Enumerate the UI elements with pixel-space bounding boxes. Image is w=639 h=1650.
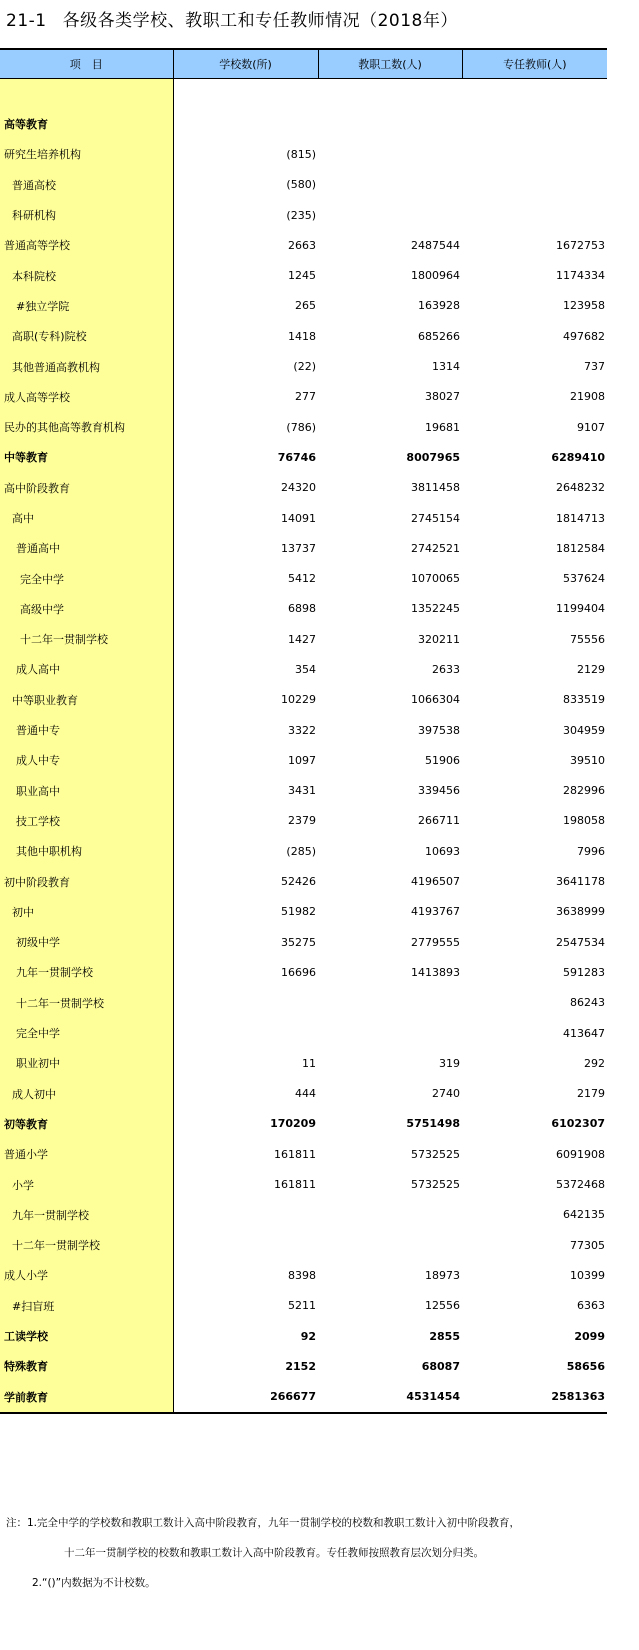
table-row xyxy=(0,1230,607,1260)
table-row xyxy=(0,1381,607,1412)
teachers-cell: 537624 xyxy=(563,572,605,586)
schools-cell: 1245 xyxy=(288,269,316,283)
spacer-cell xyxy=(318,79,462,110)
table-row xyxy=(0,654,607,684)
staff-cell: 3811458 xyxy=(411,481,460,495)
teachers-cell: 6363 xyxy=(577,1299,605,1313)
teachers-cell: 5372468 xyxy=(556,1178,605,1192)
table-row xyxy=(0,563,607,593)
footnotes xyxy=(6,1508,631,1598)
schools-cell: 51982 xyxy=(281,905,316,919)
schools-cell: 3322 xyxy=(288,723,316,737)
row-label: 普通高中 xyxy=(0,533,173,563)
row-label: 初中 xyxy=(0,897,173,927)
table-row xyxy=(0,382,607,412)
row-label: 初等教育 xyxy=(0,1109,173,1139)
schools-cell: 444 xyxy=(295,1087,316,1101)
teachers-cell: 3638999 xyxy=(556,905,605,919)
row-label: 职业初中 xyxy=(0,1048,173,1078)
staff-cell: 2779555 xyxy=(411,935,460,949)
staff-cell: 8007965 xyxy=(406,450,460,464)
teachers-cell xyxy=(462,170,607,200)
schools-cell xyxy=(173,988,318,1018)
row-label: 成人小学 xyxy=(0,1260,173,1290)
table-row xyxy=(0,957,607,987)
row-label: 完全中学 xyxy=(0,1018,173,1048)
teachers-cell: 2581363 xyxy=(462,1381,607,1412)
teachers-cell xyxy=(462,139,607,169)
table-row xyxy=(0,1200,607,1230)
row-label: 高中阶段教育 xyxy=(0,473,173,503)
teachers-cell: 591283 xyxy=(563,965,605,979)
staff-cell xyxy=(318,139,462,169)
teachers-cell: 1814713 xyxy=(556,511,605,525)
schools-cell: 1427 xyxy=(288,632,316,646)
schools-cell: 161811 xyxy=(274,1147,316,1161)
table-row xyxy=(0,685,607,715)
teachers-cell: 292 xyxy=(584,1056,605,1070)
table-row xyxy=(0,624,607,654)
table-row xyxy=(0,260,607,290)
schools-cell: 6898 xyxy=(288,602,316,616)
table-body xyxy=(0,79,607,1413)
footnote-1-cont: 十二年一贯制学校的校数和教职工数计入高中阶段教育。专任教师按照教育层次划分归类。 xyxy=(64,1547,484,1559)
table-row xyxy=(0,321,607,351)
teachers-cell: 2547534 xyxy=(556,935,605,949)
schools-cell: 11 xyxy=(302,1056,316,1070)
row-label: 高职(专科)院校 xyxy=(0,321,173,351)
staff-cell: 51906 xyxy=(425,753,460,767)
schools-cell: 170209 xyxy=(270,1117,316,1131)
teachers-cell: 58656 xyxy=(566,1359,605,1373)
teachers-cell: 737 xyxy=(584,360,605,374)
staff-cell: 320211 xyxy=(418,632,460,646)
staff-cell: 18973 xyxy=(425,1268,460,1282)
teachers-cell: 1174334 xyxy=(556,269,605,283)
staff-cell: 2855 xyxy=(429,1329,460,1343)
staff-cell: 38027 xyxy=(425,390,460,404)
staff-cell: 1413893 xyxy=(411,965,460,979)
row-label: 普通中专 xyxy=(0,715,173,745)
row-label: 中等教育 xyxy=(0,442,173,472)
table-row xyxy=(0,109,607,139)
table-row xyxy=(0,473,607,503)
row-label: 小学 xyxy=(0,1169,173,1199)
teachers-cell: 3641178 xyxy=(556,875,605,889)
staff-cell xyxy=(318,109,462,139)
table-title: 各级各类学校、教职工和专任教师情况（2018年） xyxy=(62,11,458,31)
schools-cell: 16696 xyxy=(281,965,316,979)
header-schools: 学校数(所) xyxy=(173,49,318,79)
staff-cell: 339456 xyxy=(418,784,460,798)
table-row xyxy=(0,988,607,1018)
row-label: 职业高中 xyxy=(0,776,173,806)
table-row xyxy=(0,745,607,775)
staff-cell xyxy=(318,988,462,1018)
row-label: 研究生培养机构 xyxy=(0,139,173,169)
header-row xyxy=(0,49,607,79)
staff-cell: 4193767 xyxy=(411,905,460,919)
table-row xyxy=(0,776,607,806)
spacer-cell xyxy=(173,79,318,110)
schools-cell: 2379 xyxy=(288,814,316,828)
schools-cell: 2152 xyxy=(285,1359,316,1373)
row-label: 普通高等学校 xyxy=(0,230,173,260)
teachers-cell: 1199404 xyxy=(556,602,605,616)
table-row xyxy=(0,412,607,442)
teachers-cell: 1812584 xyxy=(556,541,605,555)
schools-cell: 14091 xyxy=(281,511,316,525)
table-row xyxy=(0,139,607,169)
staff-cell: 397538 xyxy=(418,723,460,737)
schools-cell: (22) xyxy=(293,360,316,374)
teachers-cell: 9107 xyxy=(577,420,605,434)
staff-cell: 2745154 xyxy=(411,511,460,525)
schools-cell: 5412 xyxy=(288,572,316,586)
row-label: 九年一贯制学校 xyxy=(0,957,173,987)
row-label: 其他中职机构 xyxy=(0,836,173,866)
table-row xyxy=(0,1291,607,1321)
schools-cell: 52426 xyxy=(281,875,316,889)
row-label: 普通高校 xyxy=(0,170,173,200)
staff-cell: 2633 xyxy=(432,662,460,676)
row-label: 民办的其他高等教育机构 xyxy=(0,412,173,442)
row-label: 特殊教育 xyxy=(0,1351,173,1381)
spacer-cell xyxy=(462,79,607,110)
schools-cell: (786) xyxy=(286,420,316,434)
schools-cell: (285) xyxy=(286,844,316,858)
teachers-cell: 2179 xyxy=(577,1087,605,1101)
table-row xyxy=(0,200,607,230)
table-row xyxy=(0,170,607,200)
teachers-cell: 497682 xyxy=(563,329,605,343)
row-label: 高中 xyxy=(0,503,173,533)
schools-cell: 354 xyxy=(295,662,316,676)
table-row xyxy=(0,503,607,533)
staff-cell: 2740 xyxy=(432,1087,460,1101)
spacer-row xyxy=(0,79,607,110)
staff-cell: 1314 xyxy=(432,360,460,374)
footnote-1: 注：1.完全中学的学校数和教职工数计入高中阶段教育，九年一贯制学校的校数和教职工数计入初中阶段教育， xyxy=(6,1517,521,1529)
row-label: 十二年一贯制学校 xyxy=(0,1230,173,1260)
staff-cell: 2487544 xyxy=(411,238,460,252)
staff-cell: 68087 xyxy=(421,1359,460,1373)
schools-cell xyxy=(173,1200,318,1230)
teachers-cell: 75556 xyxy=(570,632,605,646)
schools-cell xyxy=(173,1230,318,1260)
row-label: 高等教育 xyxy=(0,109,173,139)
staff-cell: 4196507 xyxy=(411,875,460,889)
table-row xyxy=(0,1018,607,1048)
teachers-cell: 21908 xyxy=(570,390,605,404)
schools-cell: 92 xyxy=(300,1329,316,1343)
schools-cell: 161811 xyxy=(274,1178,316,1192)
row-label: 本科院校 xyxy=(0,260,173,290)
table-row xyxy=(0,715,607,745)
staff-cell: 163928 xyxy=(418,299,460,313)
row-label: #扫盲班 xyxy=(0,1291,173,1321)
table-row xyxy=(0,594,607,624)
staff-cell: 1070065 xyxy=(411,572,460,586)
teachers-cell xyxy=(462,109,607,139)
staff-cell: 5751498 xyxy=(406,1117,460,1131)
teachers-cell: 39510 xyxy=(570,753,605,767)
table-row xyxy=(0,1048,607,1078)
table-row xyxy=(0,1139,607,1169)
row-label: 科研机构 xyxy=(0,200,173,230)
teachers-cell: 413647 xyxy=(563,1026,605,1040)
staff-cell xyxy=(318,1200,462,1230)
schools-cell: 266677 xyxy=(173,1381,318,1412)
table-row xyxy=(0,442,607,472)
staff-cell: 2742521 xyxy=(411,541,460,555)
teachers-cell: 6091908 xyxy=(556,1147,605,1161)
row-label: 十二年一贯制学校 xyxy=(0,988,173,1018)
teachers-cell: 833519 xyxy=(563,693,605,707)
table-number: 21-1 xyxy=(6,11,47,31)
table-row xyxy=(0,1109,607,1139)
table-row xyxy=(0,1260,607,1290)
schools-cell: 1097 xyxy=(288,753,316,767)
footnote-2: 2.“()”内数据为不计校数。 xyxy=(32,1577,156,1589)
staff-cell: 19681 xyxy=(425,420,460,434)
row-label: 学前教育 xyxy=(0,1381,173,1412)
table-row xyxy=(0,866,607,896)
teachers-cell xyxy=(462,200,607,230)
schools-cell xyxy=(173,109,318,139)
row-label: 九年一贯制学校 xyxy=(0,1200,173,1230)
staff-cell: 10693 xyxy=(425,844,460,858)
row-label: 技工学校 xyxy=(0,806,173,836)
schools-cell: (815) xyxy=(286,147,316,161)
staff-cell: 4531454 xyxy=(318,1381,462,1412)
staff-cell: 1352245 xyxy=(411,602,460,616)
teachers-cell: 6102307 xyxy=(551,1117,605,1131)
schools-cell: 277 xyxy=(295,390,316,404)
staff-cell: 5732525 xyxy=(411,1147,460,1161)
teachers-cell: 2129 xyxy=(577,662,605,676)
staff-cell: 1800964 xyxy=(411,269,460,283)
teachers-cell: 642135 xyxy=(563,1208,605,1222)
schools-cell: 2663 xyxy=(288,238,316,252)
staff-cell xyxy=(318,1018,462,1048)
table-row xyxy=(0,897,607,927)
table-row xyxy=(0,533,607,563)
schools-cell: 76746 xyxy=(277,450,316,464)
schools-cell: 3431 xyxy=(288,784,316,798)
staff-cell: 266711 xyxy=(418,814,460,828)
teachers-cell: 77305 xyxy=(570,1238,605,1252)
table-row xyxy=(0,1079,607,1109)
row-label: 初级中学 xyxy=(0,927,173,957)
staff-cell: 319 xyxy=(439,1056,460,1070)
row-label: 成人高中 xyxy=(0,654,173,684)
schools-cell xyxy=(173,1018,318,1048)
teachers-cell: 1672753 xyxy=(556,238,605,252)
row-label: 成人中专 xyxy=(0,745,173,775)
schools-cell: 265 xyxy=(295,299,316,313)
teachers-cell: 6289410 xyxy=(551,450,605,464)
table-row xyxy=(0,1321,607,1351)
schools-cell: 5211 xyxy=(288,1299,316,1313)
schools-cell: (580) xyxy=(286,178,316,192)
staff-cell: 685266 xyxy=(418,329,460,343)
staff-cell: 12556 xyxy=(425,1299,460,1313)
row-label: 初中阶段教育 xyxy=(0,866,173,896)
row-label: 完全中学 xyxy=(0,563,173,593)
staff-cell xyxy=(318,1230,462,1260)
table-row xyxy=(0,1169,607,1199)
teachers-cell: 198058 xyxy=(563,814,605,828)
spacer-item-cell xyxy=(0,79,173,110)
header-staff: 教职工数(人) xyxy=(318,49,462,79)
schools-cell: 35275 xyxy=(281,935,316,949)
statistics-table xyxy=(0,48,607,1414)
row-label: 十二年一贯制学校 xyxy=(0,624,173,654)
row-label: 普通小学 xyxy=(0,1139,173,1169)
teachers-cell: 10399 xyxy=(570,1268,605,1282)
row-label: 中等职业教育 xyxy=(0,685,173,715)
header-teachers: 专任教师(人) xyxy=(462,49,607,79)
table-row xyxy=(0,351,607,381)
teachers-cell: 2099 xyxy=(574,1329,605,1343)
row-label: 成人高等学校 xyxy=(0,382,173,412)
row-label: #独立学院 xyxy=(0,291,173,321)
schools-cell: 13737 xyxy=(281,541,316,555)
teachers-cell: 2648232 xyxy=(556,481,605,495)
row-label: 工读学校 xyxy=(0,1321,173,1351)
staff-cell xyxy=(318,200,462,230)
schools-cell: 8398 xyxy=(288,1268,316,1282)
row-label: 高级中学 xyxy=(0,594,173,624)
page-title xyxy=(6,6,458,31)
table-row xyxy=(0,230,607,260)
teachers-cell: 86243 xyxy=(570,996,605,1010)
table-row xyxy=(0,927,607,957)
table-row xyxy=(0,806,607,836)
staff-cell xyxy=(318,170,462,200)
teachers-cell: 123958 xyxy=(563,299,605,313)
table-row xyxy=(0,291,607,321)
header-item: 项 目 xyxy=(0,49,173,79)
row-label: 成人初中 xyxy=(0,1079,173,1109)
teachers-cell: 304959 xyxy=(563,723,605,737)
table-row xyxy=(0,836,607,866)
table-row xyxy=(0,1351,607,1381)
teachers-cell: 282996 xyxy=(563,784,605,798)
schools-cell: (235) xyxy=(286,208,316,222)
staff-cell: 1066304 xyxy=(411,693,460,707)
schools-cell: 10229 xyxy=(281,693,316,707)
row-label: 其他普通高教机构 xyxy=(0,351,173,381)
staff-cell: 5732525 xyxy=(411,1178,460,1192)
schools-cell: 1418 xyxy=(288,329,316,343)
teachers-cell: 7996 xyxy=(577,844,605,858)
schools-cell: 24320 xyxy=(281,481,316,495)
